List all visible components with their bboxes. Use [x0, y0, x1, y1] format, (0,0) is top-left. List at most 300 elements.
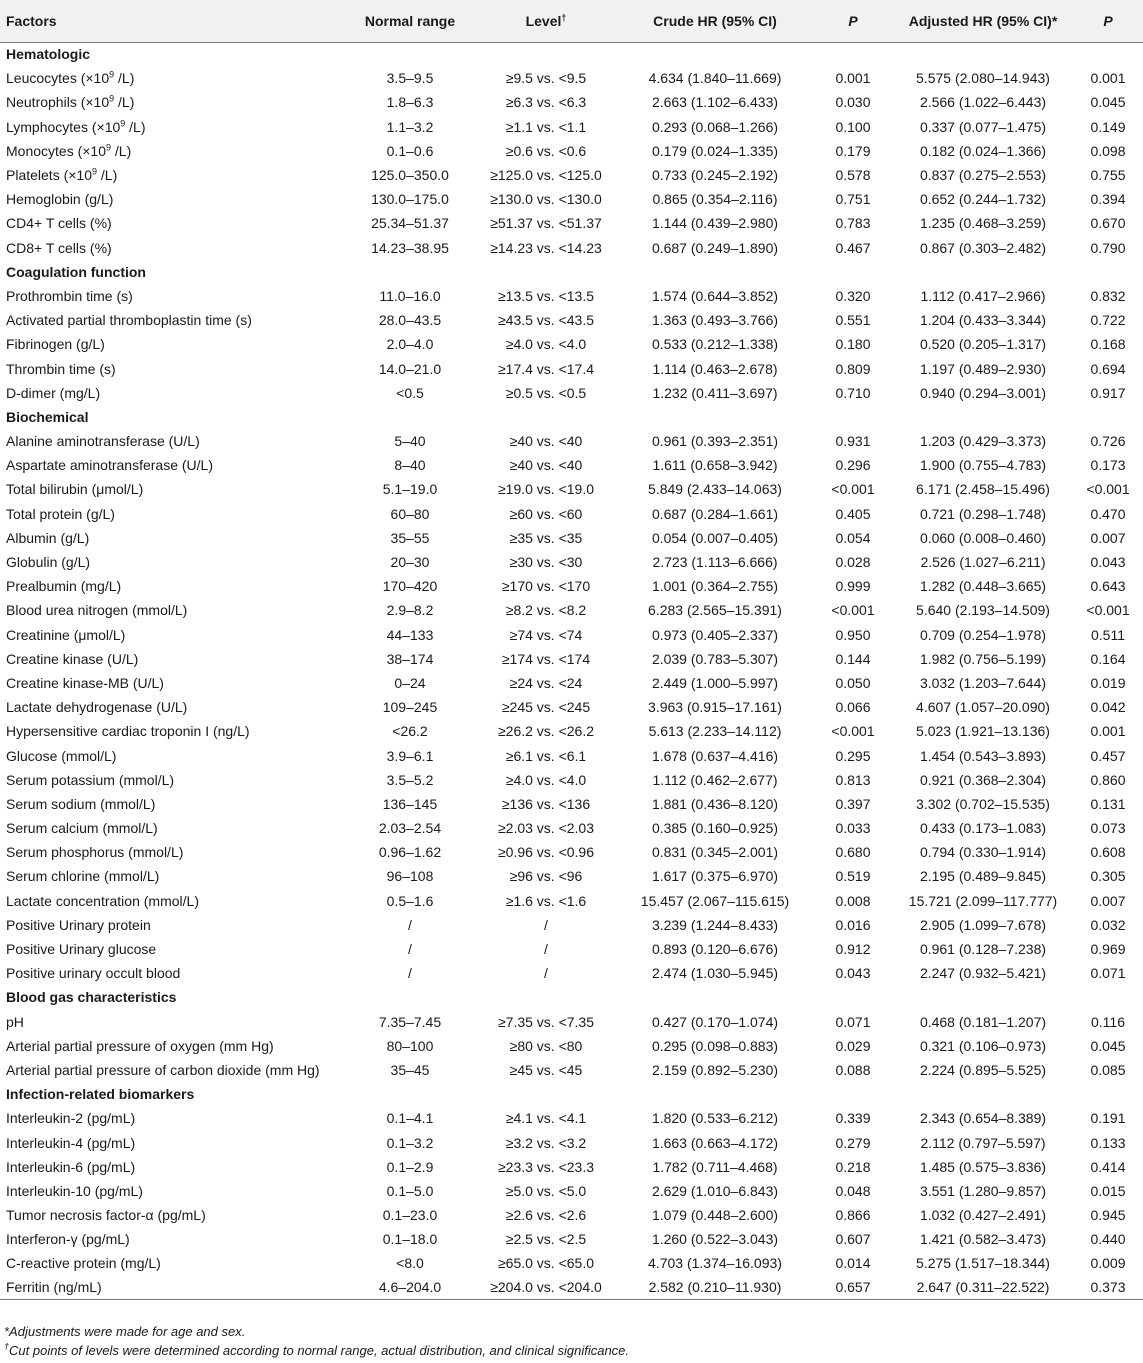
factor-cell	[0, 236, 345, 260]
crude-hr-cell: 6.283 (2.565–15.391)	[648, 602, 782, 619]
table-row	[0, 1130, 1143, 1154]
p-adjusted-cell: <0.001	[1086, 481, 1130, 498]
factor-cell	[0, 477, 345, 501]
p-value-cell: 0.866	[835, 1207, 871, 1224]
p-adjusted-cell: 0.164	[1090, 650, 1126, 667]
p-value-cell: 0.931	[835, 433, 871, 450]
table-row	[0, 937, 1143, 961]
table-row	[0, 308, 1143, 332]
p-adjusted-cell: 0.643	[1090, 578, 1126, 595]
level-cell: ≥136 vs. <136	[501, 795, 591, 812]
factor-name: Interleukin-2 (pg/mL)	[6, 1110, 136, 1127]
table-row	[0, 1251, 1143, 1275]
level-cell: ≥40 vs. <40	[509, 433, 583, 450]
table-row	[0, 1179, 1143, 1203]
table-row	[0, 695, 1143, 719]
p-value-cell: 0.100	[835, 118, 871, 135]
factor-name: Lymphocytes (×10	[6, 118, 121, 135]
level-cell: ≥170 vs. <170	[501, 578, 591, 595]
factor-exponent: 9	[120, 118, 126, 128]
factor-cell	[0, 598, 345, 622]
header-adjusted-hr: Adjusted HR (95% CI)*	[893, 0, 1073, 42]
table-row	[0, 187, 1143, 211]
factor-cell	[0, 1179, 345, 1203]
level-cell: ≥4.1 vs. <4.1	[505, 1110, 587, 1127]
adjusted-hr-cell: 3.302 (0.702–15.535)	[916, 795, 1050, 812]
header-p-crude: P	[813, 0, 893, 42]
adjusted-hr-cell: 0.652 (0.244–1.732)	[919, 191, 1047, 208]
adjusted-hr-cell: 2.343 (0.654–8.389)	[919, 1110, 1047, 1127]
p-value-cell: 0.029	[835, 1037, 871, 1054]
crude-hr-cell: 0.973 (0.405–2.337)	[651, 626, 779, 643]
level-cell: /	[544, 916, 548, 933]
factor-cell	[0, 1276, 345, 1300]
normal-range-cell: 80–100	[386, 1037, 434, 1054]
normal-range-cell: 7.35–7.45	[378, 1013, 442, 1030]
factor-cell	[0, 864, 345, 888]
footnote-adjustment: *Adjustments were made for age and sex.	[4, 1324, 246, 1339]
factor-name: Total bilirubin (μmol/L)	[6, 481, 144, 498]
level-cell: ≥8.2 vs. <8.2	[505, 602, 587, 619]
normal-range-cell: 1.8–6.3	[386, 94, 434, 111]
factor-name: Aspartate aminotransferase (U/L)	[6, 457, 213, 474]
p-adjusted-cell: 0.457	[1090, 747, 1126, 764]
normal-range-cell: 0.5–1.6	[386, 892, 434, 909]
p-adjusted-cell: 0.001	[1090, 723, 1126, 740]
crude-hr-cell: 1.820 (0.533–6.212)	[651, 1110, 779, 1127]
factor-cell	[0, 1106, 345, 1130]
factor-cell	[0, 889, 345, 913]
table-row	[0, 743, 1143, 767]
crude-hr-cell: 1.260 (0.522–3.043)	[651, 1231, 779, 1248]
normal-range-cell: 3.5–5.2	[386, 771, 434, 788]
normal-range-cell: <0.5	[396, 384, 424, 401]
section-row	[0, 985, 1143, 1009]
p-value-cell: 0.144	[835, 650, 871, 667]
crude-hr-cell: 0.893 (0.120–6.676)	[651, 941, 779, 958]
level-cell: ≥43.5 vs. <43.5	[497, 312, 595, 329]
normal-range-cell: 35–55	[390, 529, 430, 546]
p-adjusted-cell: 0.755	[1090, 167, 1126, 184]
adjusted-hr-cell: 0.321 (0.106–0.973)	[919, 1037, 1047, 1054]
p-value-cell: 0.030	[835, 94, 871, 111]
normal-range-cell: 2.0–4.0	[386, 336, 434, 353]
p-adjusted-cell: 0.085	[1090, 1061, 1126, 1078]
table-row	[0, 816, 1143, 840]
factor-name: Hypersensitive cardiac troponin I (ng/L)	[6, 723, 250, 740]
level-cell: ≥3.2 vs. <3.2	[505, 1134, 587, 1151]
section-row	[0, 42, 1143, 66]
table-row	[0, 236, 1143, 260]
level-cell: ≥96 vs. <96	[509, 868, 583, 885]
p-adjusted-cell: 0.043	[1090, 554, 1126, 571]
crude-hr-cell: 1.114 (0.463–2.678)	[652, 360, 778, 377]
adjusted-hr-cell: 1.282 (0.448–3.665)	[919, 578, 1047, 595]
normal-range-cell: 0.1–4.1	[386, 1110, 434, 1127]
table-row	[0, 332, 1143, 356]
factor-cell	[0, 381, 345, 405]
normal-range-cell: 0.1–5.0	[386, 1182, 434, 1199]
p-value-cell: 0.050	[835, 674, 871, 691]
p-adjusted-cell: 0.608	[1090, 844, 1126, 861]
p-adjusted-cell: 0.790	[1090, 239, 1126, 256]
p-adjusted-cell: 0.694	[1090, 360, 1126, 377]
factor-cell	[0, 526, 345, 550]
p-value-cell: 0.320	[835, 287, 871, 304]
p-adjusted-cell: 0.133	[1090, 1134, 1126, 1151]
factor-cell	[0, 1130, 345, 1154]
table-row	[0, 671, 1143, 695]
normal-range-cell: <26.2	[392, 723, 428, 740]
header-level-label: Level	[525, 12, 562, 29]
factor-name: Serum chlorine (mmol/L)	[6, 868, 160, 885]
table-body	[0, 42, 1143, 1300]
p-adjusted-cell: 0.722	[1090, 312, 1126, 329]
p-value-cell: <0.001	[831, 481, 875, 498]
adjusted-hr-cell: 0.468 (0.181–1.207)	[919, 1013, 1047, 1030]
normal-range-cell: 0.1–23.0	[382, 1207, 438, 1224]
table-row	[0, 1034, 1143, 1058]
factor-cell	[0, 308, 345, 332]
factor-cell	[0, 623, 345, 647]
crude-hr-cell: 5.613 (2.233–14.112)	[648, 723, 782, 740]
crude-hr-cell: 2.582 (0.210–11.930)	[617, 1276, 813, 1300]
factor-name: Interleukin-6 (pg/mL)	[6, 1158, 136, 1175]
crude-hr-cell: 1.881 (0.436–8.120)	[651, 795, 779, 812]
factor-name: Globulin (g/L)	[6, 554, 91, 571]
crude-hr-cell: 1.617 (0.375–6.970)	[651, 868, 779, 885]
factor-name: Activated partial thromboplastin time (s)	[6, 312, 252, 329]
crude-hr-cell: 4.703 (1.374–16.093)	[648, 1255, 782, 1272]
p-adjusted-cell: 0.969	[1090, 941, 1126, 958]
p-value-cell: 0.279	[835, 1134, 871, 1151]
adjusted-hr-cell: 1.204 (0.433–3.344)	[919, 312, 1047, 329]
normal-range-cell: 14.23–38.95	[371, 239, 449, 256]
crude-hr-cell: 1.574 (0.644–3.852)	[651, 287, 779, 304]
factor-cell	[0, 1058, 345, 1082]
normal-range-cell: 136–145	[382, 795, 438, 812]
factor-cell	[0, 429, 345, 453]
p-adjusted-cell: 0.860	[1090, 771, 1126, 788]
factor-cell	[0, 211, 345, 235]
adjusted-hr-cell: 2.247 (0.932–5.421)	[919, 965, 1047, 982]
crude-hr-cell: 2.474 (1.030–5.945)	[651, 965, 779, 982]
normal-range-cell: 38–174	[386, 650, 434, 667]
section-row	[0, 405, 1143, 429]
adjusted-hr-cell: 1.112 (0.417–2.966)	[920, 287, 1046, 304]
factor-name: CD8+ T cells (%)	[6, 239, 112, 256]
factor-cell	[0, 647, 345, 671]
level-cell: ≥204.0 vs. <204.0	[475, 1276, 617, 1300]
level-cell: ≥2.6 vs. <2.6	[505, 1207, 587, 1224]
table-row	[0, 1155, 1143, 1179]
level-cell: ≥0.96 vs. <0.96	[497, 844, 595, 861]
crude-hr-cell: 0.733 (0.245–2.192)	[651, 167, 779, 184]
p-adjusted-cell: 0.168	[1090, 336, 1126, 353]
level-cell: ≥17.4 vs. <17.4	[497, 360, 595, 377]
p-value-cell: 0.999	[835, 578, 871, 595]
adjusted-hr-cell: 0.433 (0.173–1.083)	[919, 820, 1047, 837]
factor-cell	[0, 695, 345, 719]
table-row	[0, 453, 1143, 477]
crude-hr-cell: 0.427 (0.170–1.074)	[651, 1013, 779, 1030]
crude-hr-cell: 0.295 (0.098–0.883)	[651, 1037, 779, 1054]
level-cell: ≥19.0 vs. <19.0	[497, 481, 595, 498]
crude-hr-cell: 5.849 (2.433–14.063)	[648, 481, 782, 498]
footnote-cut-points	[4, 1341, 629, 1360]
normal-range-cell: 0.1–3.2	[386, 1134, 434, 1151]
factor-name: Albumin (g/L)	[6, 529, 90, 546]
p-value-cell: 0.710	[835, 384, 871, 401]
crude-hr-cell: 1.112 (0.462–2.677)	[652, 771, 778, 788]
normal-range-cell: 20–30	[390, 554, 430, 571]
p-adjusted-cell: 0.726	[1090, 433, 1126, 450]
factor-name: Interferon-γ (pg/mL)	[6, 1231, 130, 1248]
crude-hr-cell: 0.831 (0.345–2.001)	[651, 844, 779, 861]
table-row	[0, 623, 1143, 647]
p-adjusted-cell: 0.045	[1090, 94, 1126, 111]
p-adjusted-cell: 0.173	[1090, 457, 1126, 474]
factor-cell	[0, 840, 345, 864]
crude-hr-cell: 0.865 (0.354–2.116)	[652, 191, 778, 208]
p-value-cell: 0.657	[813, 1276, 893, 1300]
p-adjusted-cell: 0.009	[1090, 1255, 1126, 1272]
level-cell: ≥4.0 vs. <4.0	[505, 771, 587, 788]
crude-hr-cell: 0.687 (0.284–1.661)	[651, 505, 779, 522]
level-cell: ≥6.3 vs. <6.3	[505, 94, 587, 111]
normal-range-cell: 44–133	[386, 626, 434, 643]
level-cell: ≥80 vs. <80	[509, 1037, 583, 1054]
table-row	[0, 598, 1143, 622]
level-cell: ≥5.0 vs. <5.0	[505, 1182, 587, 1199]
p-adjusted-cell: 0.001	[1090, 70, 1126, 87]
table-row	[0, 1010, 1143, 1034]
factor-cell	[0, 961, 345, 985]
level-cell: ≥0.5 vs. <0.5	[505, 384, 587, 401]
p-adjusted-cell: 0.071	[1090, 965, 1126, 982]
crude-hr-cell: 3.963 (0.915–17.161)	[648, 699, 782, 716]
level-cell: ≥130.0 vs. <130.0	[490, 191, 602, 208]
crude-hr-cell: 1.232 (0.411–3.697)	[652, 384, 778, 401]
factor-cell	[0, 284, 345, 308]
factor-name: Interleukin-10 (pg/mL)	[6, 1182, 143, 1199]
crude-hr-cell: 0.533 (0.212–1.338)	[651, 336, 779, 353]
factor-name: Prothrombin time (s)	[6, 287, 133, 304]
crude-hr-cell: 1.363 (0.493–3.766)	[651, 312, 779, 329]
level-cell: ≥2.03 vs. <2.03	[497, 820, 595, 837]
level-cell: ≥6.1 vs. <6.1	[505, 747, 587, 764]
level-cell: ≥14.23 vs. <14.23	[490, 239, 602, 256]
p-adjusted-cell: 0.116	[1091, 1013, 1125, 1030]
adjusted-hr-cell: 5.640 (2.193–14.509)	[916, 602, 1050, 619]
factor-name: Lactate dehydrogenase (U/L)	[6, 699, 188, 716]
factor-name: Interleukin-4 (pg/mL)	[6, 1134, 136, 1151]
normal-range-cell: 0–24	[394, 674, 426, 691]
factor-exponent: 9	[106, 142, 112, 153]
p-value-cell: 0.218	[835, 1158, 871, 1175]
table-row	[0, 913, 1143, 937]
adjusted-hr-cell: 1.421 (0.582–3.473)	[919, 1231, 1047, 1248]
table-row	[0, 840, 1143, 864]
factor-name: Positive urinary occult blood	[6, 965, 181, 982]
table-row	[0, 526, 1143, 550]
p-value-cell: 0.467	[835, 239, 871, 256]
factor-name: Prealbumin (mg/L)	[6, 578, 122, 595]
table-row	[0, 211, 1143, 235]
factor-exponent: 9	[109, 93, 115, 104]
crude-hr-cell: 2.723 (1.113–6.666)	[652, 554, 778, 571]
level-cell: ≥1.1 vs. <1.1	[505, 118, 587, 135]
adjusted-hr-cell: 0.520 (0.205–1.317)	[919, 336, 1047, 353]
p-value-cell: 0.680	[835, 844, 871, 861]
p-adjusted-cell: 0.007	[1090, 892, 1126, 909]
table-row	[0, 647, 1143, 671]
adjusted-hr-cell: 2.526 (1.027–6.211)	[920, 554, 1046, 571]
factor-name: Glucose (mmol/L)	[6, 747, 117, 764]
level-cell: ≥74 vs. <74	[509, 626, 583, 643]
factor-name: Arterial partial pressure of oxygen (mm Hg)	[6, 1037, 274, 1054]
p-value-cell: 0.405	[835, 505, 871, 522]
crude-hr-cell: 1.782 (0.711–4.468)	[652, 1158, 778, 1175]
p-value-cell: 0.296	[835, 457, 871, 474]
p-value-cell: 0.088	[835, 1061, 871, 1078]
section-title: Biochemical	[6, 408, 89, 425]
adjusted-hr-cell: 4.607 (1.057–20.090)	[916, 699, 1050, 716]
p-value-cell: <0.001	[831, 602, 875, 619]
factor-cell	[0, 913, 345, 937]
adjusted-hr-cell: 0.337 (0.077–1.475)	[919, 118, 1047, 135]
adjusted-hr-cell: 5.575 (2.080–14.943)	[916, 70, 1050, 87]
factor-name: Neutrophils (×10	[6, 94, 110, 111]
adjusted-hr-cell: 2.112 (0.797–5.597)	[920, 1134, 1046, 1151]
normal-range-cell: 5–40	[394, 433, 426, 450]
factor-cell	[0, 1251, 345, 1275]
factor-name: Alanine aminotransferase (U/L)	[6, 433, 200, 450]
factor-exponent: 9	[92, 166, 98, 177]
p-value-cell: 0.783	[835, 215, 871, 232]
factor-cell	[0, 1155, 345, 1179]
crude-hr-cell: 2.449 (1.000–5.997)	[651, 674, 779, 691]
table-row	[0, 574, 1143, 598]
p-adjusted-cell: 0.670	[1090, 215, 1126, 232]
adjusted-hr-cell: 2.224 (0.895–5.525)	[919, 1061, 1047, 1078]
factor-name: Positive Urinary glucose	[6, 941, 157, 958]
factor-name: Creatinine (μmol/L)	[6, 626, 126, 643]
p-value-cell: 0.033	[835, 820, 871, 837]
adjusted-hr-cell: 0.182 (0.024–1.366)	[919, 142, 1047, 159]
level-cell: ≥0.6 vs. <0.6	[505, 142, 587, 159]
normal-range-cell: 0.1–2.9	[386, 1158, 434, 1175]
p-adjusted-cell: 0.470	[1090, 505, 1126, 522]
header-level-mark: †	[561, 12, 567, 23]
table-row	[0, 139, 1143, 163]
p-adjusted-cell: 0.945	[1090, 1207, 1126, 1224]
normal-range-cell: 28.0–43.5	[378, 312, 442, 329]
crude-hr-cell: 1.144 (0.439–2.980)	[651, 215, 779, 232]
factor-name: Serum calcium (mmol/L)	[6, 820, 158, 837]
normal-range-cell: /	[408, 965, 412, 982]
header-factors: Factors	[0, 0, 345, 42]
factor-name: Blood urea nitrogen (mmol/L)	[6, 602, 188, 619]
factor-name: Tumor necrosis factor-α (pg/mL)	[6, 1207, 206, 1224]
adjusted-hr-cell: 3.551 (1.280–9.857)	[919, 1182, 1047, 1199]
factor-cell	[0, 792, 345, 816]
adjusted-hr-cell: 0.867 (0.303–2.482)	[919, 239, 1047, 256]
adjusted-hr-cell: 2.566 (1.022–6.443)	[919, 94, 1047, 111]
p-value-cell: 0.071	[835, 1013, 871, 1030]
normal-range-cell: /	[408, 916, 412, 933]
crude-hr-cell: 2.159 (0.892–5.230)	[651, 1061, 779, 1078]
table-row	[0, 1058, 1143, 1082]
table-row	[0, 381, 1143, 405]
p-adjusted-cell: 0.440	[1090, 1231, 1126, 1248]
table-row	[0, 864, 1143, 888]
table-row	[0, 356, 1143, 380]
p-adjusted-cell: 0.015	[1090, 1182, 1126, 1199]
factor-cell	[0, 187, 345, 211]
p-adjusted-cell: 0.305	[1090, 868, 1126, 885]
crude-hr-cell: 0.687 (0.249–1.890)	[651, 239, 779, 256]
factor-name: pH	[6, 1013, 24, 1030]
p-adjusted-cell: 0.073	[1090, 820, 1126, 837]
normal-range-cell: 2.9–8.2	[386, 602, 434, 619]
factor-name: Monocytes (×10	[6, 142, 106, 159]
normal-range-cell: 0.96–1.62	[378, 844, 442, 861]
factor-cell	[0, 163, 345, 187]
normal-range-cell: /	[408, 941, 412, 958]
level-cell: ≥9.5 vs. <9.5	[505, 70, 587, 87]
p-value-cell: 0.397	[835, 795, 871, 812]
factor-name: Total protein (g/L)	[6, 505, 115, 522]
factor-exponent: 9	[109, 69, 115, 80]
factor-cell	[0, 768, 345, 792]
adjusted-hr-cell: 2.195 (0.489–9.845)	[919, 868, 1047, 885]
table-row	[0, 477, 1143, 501]
factor-unit: /L)	[97, 167, 118, 184]
adjusted-hr-cell: 0.794 (0.330–1.914)	[919, 844, 1047, 861]
p-value-cell: 0.016	[835, 916, 871, 933]
section-title: Infection-related biomarkers	[6, 1086, 195, 1103]
level-cell: ≥245 vs. <245	[501, 699, 591, 716]
footnote-cut-points-text: Cut points of levels were determined according to normal range, actual distribution, and clinical significance.	[9, 1343, 630, 1358]
level-cell: ≥2.5 vs. <2.5	[505, 1231, 587, 1248]
level-cell: ≥7.35 vs. <7.35	[497, 1013, 595, 1030]
p-value-cell: 0.028	[835, 554, 871, 571]
p-value-cell: 0.048	[835, 1182, 871, 1199]
normal-range-cell: 8–40	[394, 457, 426, 474]
crude-hr-cell: 2.663 (1.102–6.433)	[651, 94, 779, 111]
p-adjusted-cell: 0.832	[1090, 287, 1126, 304]
factor-name: Creatine kinase-MB (U/L)	[6, 674, 164, 691]
p-value-cell: 0.179	[835, 142, 871, 159]
table-row	[0, 163, 1143, 187]
adjusted-hr-cell: 2.905 (1.099–7.678)	[919, 916, 1047, 933]
normal-range-cell: 96–108	[386, 868, 434, 885]
level-cell: ≥23.3 vs. <23.3	[497, 1158, 595, 1175]
normal-range-cell: 0.1–0.6	[386, 142, 434, 159]
table-row	[0, 768, 1143, 792]
normal-range-cell: 5.1–19.0	[382, 481, 438, 498]
section-title: Coagulation function	[6, 263, 146, 280]
factor-cell	[0, 1010, 345, 1034]
factor-cell	[0, 115, 345, 139]
header-row	[0, 0, 1143, 42]
level-cell: ≥4.0 vs. <4.0	[505, 336, 587, 353]
table-row	[0, 429, 1143, 453]
level-cell: ≥51.37 vs. <51.37	[490, 215, 602, 232]
p-value-cell: 0.008	[835, 892, 871, 909]
level-cell: ≥40 vs. <40	[509, 457, 583, 474]
